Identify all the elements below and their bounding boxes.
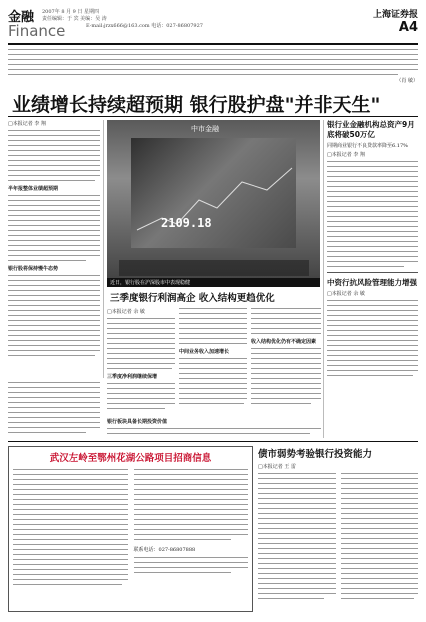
mid-article-col-2 bbox=[179, 308, 247, 416]
photo-caption: 近日，银行股在沪深股市中表现稳健 bbox=[107, 278, 320, 287]
masthead bbox=[8, 6, 418, 42]
meta-date: 2007年 8 月 9 日 星期四 bbox=[42, 9, 100, 15]
divider-right bbox=[323, 120, 324, 438]
meta-contact: E-mail:jrzx666@163.com 电话：027-86807927 bbox=[86, 23, 203, 29]
intro-tail: （肖 敏） bbox=[396, 78, 418, 84]
main-headline: 业绩增长持续超预期 银行股护盘"并非天生" bbox=[12, 94, 381, 116]
bond-headline: 债市弱势考验银行投资能力 bbox=[258, 449, 373, 460]
mid-headline: 三季度银行利润高企 收入结构更趋优化 bbox=[110, 293, 275, 304]
investment-ad bbox=[8, 446, 253, 612]
lower-section-rule bbox=[8, 441, 418, 442]
meta-editor: 责任编辑：于 宾 美编：吴 涛 bbox=[42, 16, 107, 22]
ad-title: 武汉左岭至鄂州花湖公路项目招商信息 bbox=[49, 453, 212, 464]
left-subhead-1: 半年报整体业绩超预期 bbox=[8, 186, 59, 192]
mid-article-col-3 bbox=[251, 308, 321, 416]
masthead-rule bbox=[8, 43, 418, 45]
mid-subhead-3: 三季度净利润继续保增 bbox=[107, 374, 158, 380]
mid-subhead-2: 收入结构优化仍有不确定因素 bbox=[251, 339, 317, 345]
mid-subhead-4: 银行板块具备长期投资价值 bbox=[107, 419, 168, 425]
section-title-cn: 金融 bbox=[8, 10, 35, 25]
page-number: A4 bbox=[398, 20, 418, 35]
photo-top-label: 中市金融 bbox=[191, 125, 219, 133]
right-headline-1: 银行业金融机构总资产9月底将破50万亿 bbox=[327, 120, 415, 139]
mid-byline: □本报记者 余 敏 bbox=[107, 309, 145, 315]
left-byline: □本报记者 李 翔 bbox=[8, 121, 46, 127]
right-headline-2: 中资行抗风险管理能力增强 bbox=[327, 278, 417, 287]
right-subhead-1: 同期商业银行不良贷款率降至6.17% bbox=[327, 143, 408, 149]
mid-article-lower bbox=[107, 418, 321, 436]
ad-tel-number: 027-86807888 bbox=[158, 547, 196, 553]
ad-tel-label: 联系电话： bbox=[133, 547, 159, 553]
mid-subhead-1: 中间业务收入加速增长 bbox=[179, 349, 230, 355]
bond-article bbox=[258, 446, 418, 612]
mid-article-col-1 bbox=[107, 308, 175, 416]
right-column bbox=[327, 120, 418, 438]
left-article-lower bbox=[8, 382, 100, 438]
right-byline-1: □本报记者 李 翔 bbox=[327, 152, 365, 158]
photo-ticker-graph bbox=[107, 120, 320, 287]
intro-block bbox=[8, 49, 418, 85]
photo-index-number: 2109.18 bbox=[161, 216, 212, 230]
section-title-en: Finance bbox=[8, 22, 66, 40]
right-byline-2: □本报记者 余 敏 bbox=[327, 291, 365, 297]
divider-left bbox=[103, 120, 104, 378]
paper-name: 上海证券报 bbox=[372, 10, 418, 20]
headline-rule bbox=[8, 116, 418, 117]
bond-byline: □本报记者 王 雷 bbox=[258, 464, 296, 470]
left-subhead-2: 银行股将保持慢牛态势 bbox=[8, 266, 59, 272]
left-article bbox=[8, 120, 100, 378]
market-photo bbox=[107, 120, 320, 287]
